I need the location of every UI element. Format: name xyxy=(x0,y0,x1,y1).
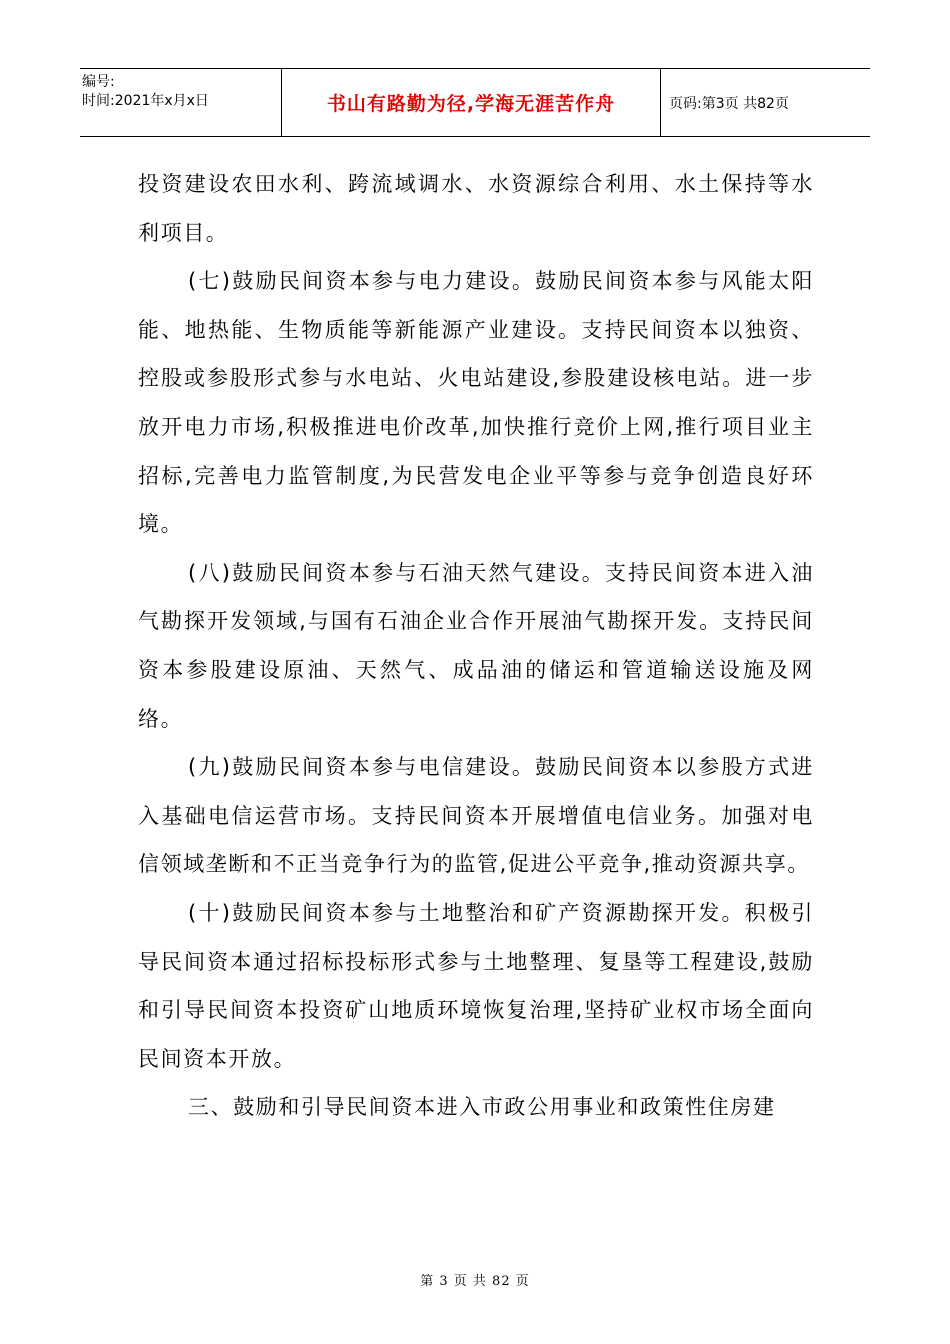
paragraph-oil-gas: (八)鼓励民间资本参与石油天然气建设。支持民间资本进入油气勘探开发领域,与国有石油企业合作开展油气勘探开发。支持民间资本参股建设原油、天然气、成品油的储运和管道输送设施及网络。 xyxy=(138,560,814,731)
header-meta xyxy=(80,69,282,136)
header-motto: 书山有路勤为径,学海无涯苦作舟 xyxy=(282,69,661,136)
paragraph-electricity: (七)鼓励民间资本参与电力建设。鼓励民间资本参与风能太阳能、地热能、生物质能等新能源产业建设。支持民间资本以独资、控股或参股形式参与水电站、火电站建设,参股建设核电站。进一步放开电力市场,积极推进电价改革,加快推行竞价上网,推行项目业主招标,完善电力监管制度,为民营发电企业平等参与竞争创造良好环境。 xyxy=(138,269,814,537)
paragraph-telecom: (九)鼓励民间资本参与电信建设。鼓励民间资本以参股方式进入基础电信运营市场。支持民间资本开展增值电信业务。加强对电信领域垄断和不正当竞争行为的监管,促进公平竞争,推动资源共享。 xyxy=(138,755,814,877)
date-line: 时间:2021年x月x日 xyxy=(82,93,209,109)
page-footer: 第 3 页 共 82 页 xyxy=(420,1274,530,1289)
paragraph-land-mining: (十)鼓励民间资本参与土地整治和矿产资源勘探开发。积极引导民间资本通过招标投标形式参与土地整理、复垦等工程建设,鼓励和引导民间资本投资矿山地质环境恢复治理,坚持矿业权市场全面向民间资本开放。 xyxy=(138,900,814,1071)
document-body xyxy=(138,160,814,1132)
number-label: 编号: xyxy=(82,74,115,90)
header-page-info: 页码:第3页 共82页 xyxy=(669,95,789,112)
page-header xyxy=(80,68,870,137)
paragraph-section-three: 三、鼓励和引导民间资本进入市政公用事业和政策性住房建 xyxy=(188,1095,776,1120)
paragraph-continuation: 投资建设农田水利、跨流域调水、水资源综合利用、水土保持等水利项目。 xyxy=(138,172,814,245)
